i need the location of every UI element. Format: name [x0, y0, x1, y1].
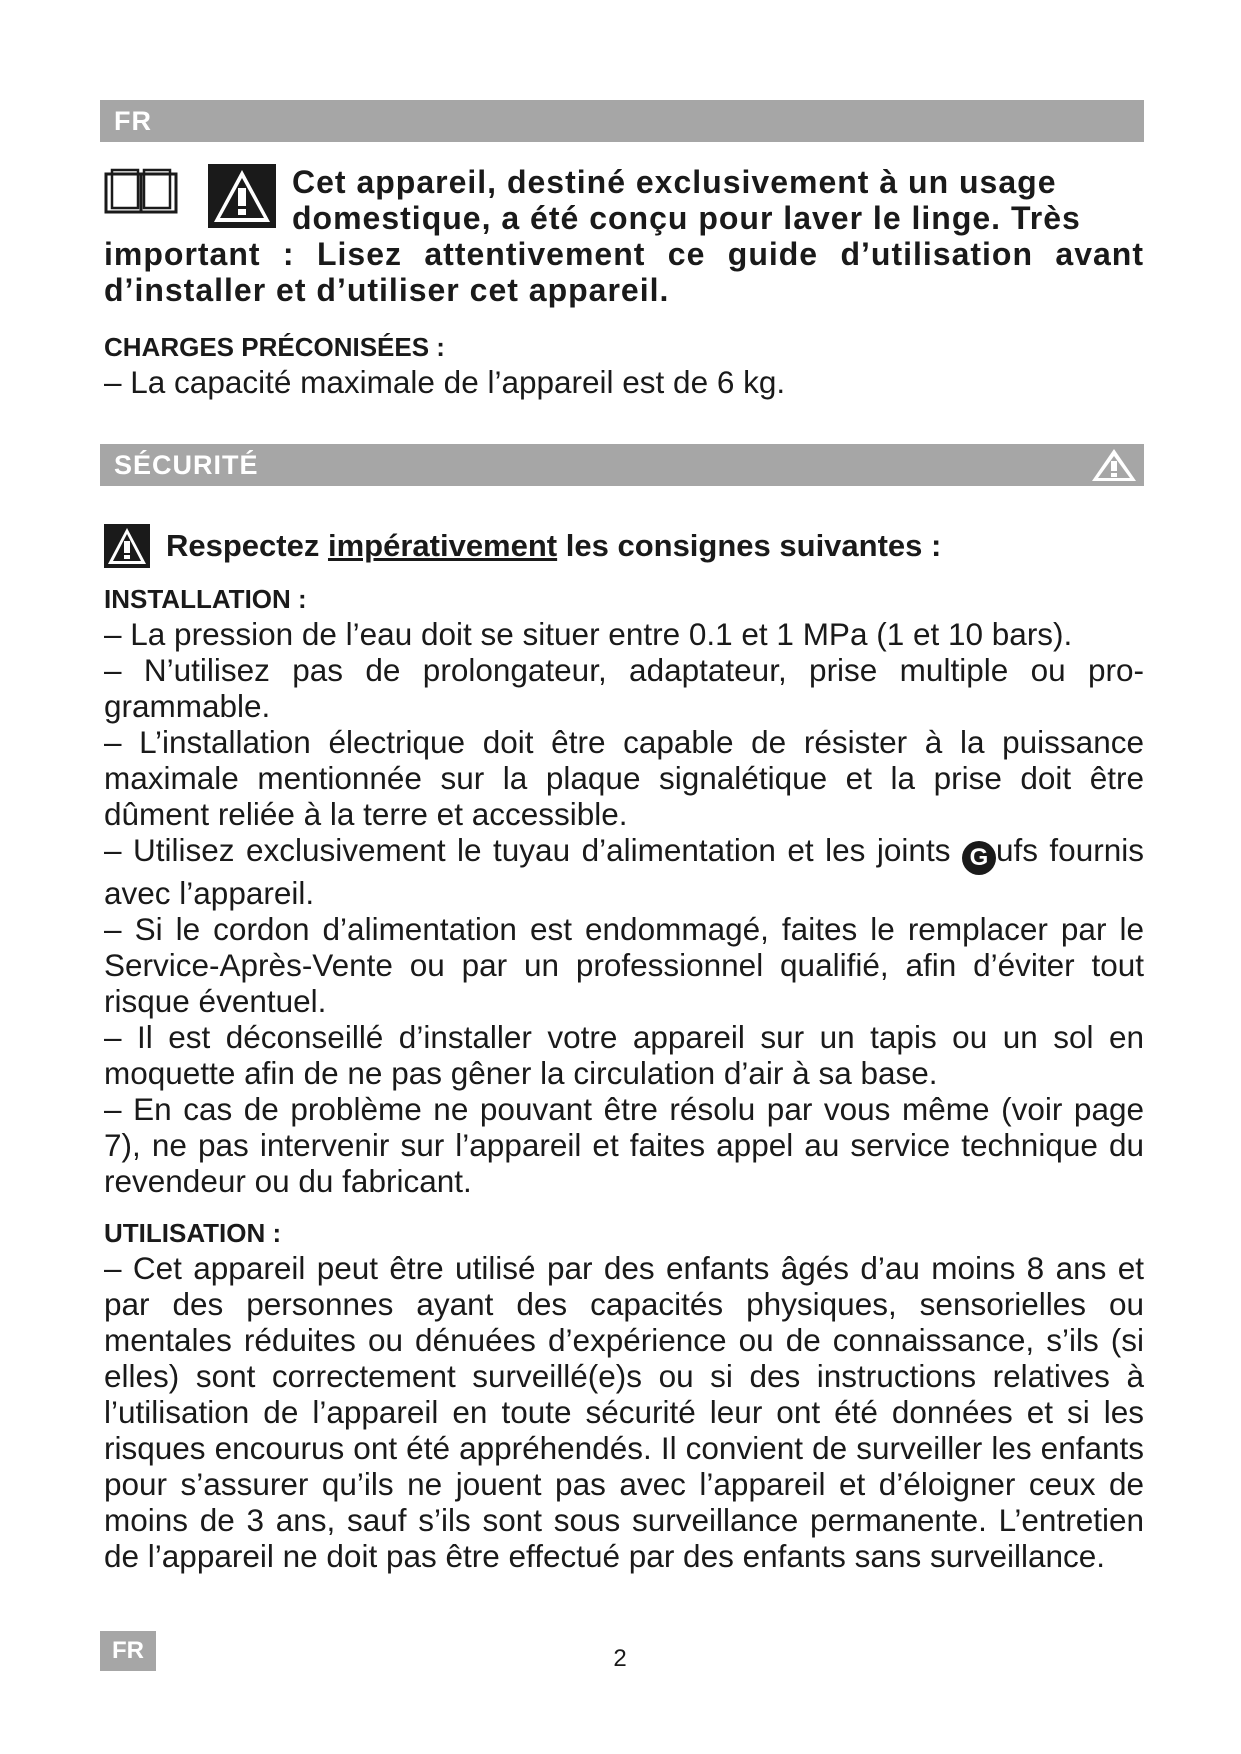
installation-item: – L’installation électrique doit être capable de résister à la puissance maximale mentionnée sur la plaque signalétique et la prise doit être dûment reliée à la terre et accessible.: [104, 724, 1144, 832]
tuyau-text-pre: – Utilisez exclusivement le tuyau d’alimentation et les joints: [104, 832, 951, 868]
installation-item: – N’utilisez pas de prolongateur, adaptateur, prise multiple ou pro-grammable.: [104, 652, 1144, 724]
installation-heading: INSTALLATION :: [104, 584, 307, 614]
intro-line-1: Cet appareil, destiné exclusivement à un usage: [292, 164, 1057, 200]
charges-line: – La capacité maximale de l’appareil est de 6 kg.: [104, 364, 786, 400]
utilisation-heading: UTILISATION :: [104, 1218, 282, 1248]
charges-heading: CHARGES PRÉCONISÉES :: [104, 332, 445, 362]
respect-post: les consignes suivantes :: [565, 528, 942, 563]
installation-list: [104, 616, 1144, 1199]
installation-item: – La pression de l’eau doit se situer entre 0.1 et 1 MPa (1 et 10 bars).: [104, 616, 1073, 652]
securite-title: SÉCURITÉ: [114, 450, 259, 480]
installation-item: – Il est déconseillé d’installer votre appareil sur un tapis ou un sol en moquette afin de ne pas gêner la circulation d’air à sa base.: [104, 1019, 1144, 1091]
language-header-band: [100, 100, 1144, 142]
utilisation-paragraph: – Cet appareil peut être utilisé par des enfants âgés d’au moins 8 ans et par des personnes ayant des capacités physiques, sensorielles ou mentales réduites ou dénuées d’expérience ou de connaissance, s’ils (si elles) sont correctement surveillé(e)s ou si des instructions relatives à l’utilisation de l’appareil en toute sécurité leur ont été données et si les risques encourus ont été appréhendés. Il convient de surveiller les enfants pour s’assurer qu’ils ne jouent pas avec l’appareil et d’éloigner ceux de moins de 3 ans, sauf s’ils sont sous surveillance permanente. L’entretien de l’appareil ne doit pas être effectué par des enfants sans surveillance.: [104, 1250, 1144, 1574]
language-label: FR: [114, 106, 152, 136]
book-icon: [104, 168, 178, 216]
warning-icon: [208, 164, 276, 228]
g-badge-icon: G: [962, 841, 996, 875]
intro-block: [104, 164, 1144, 308]
respect-pre: Respectez: [166, 528, 320, 563]
footer-language-badge: FR: [100, 1631, 156, 1671]
installation-item: – En cas de problème ne pouvant être résolu par vous même (voir page 7), ne pas intervenir sur l’appareil et faites appel au service technique du revendeur ou du fabricant.: [104, 1091, 1144, 1199]
installation-item: – Si le cordon d’alimentation est endommagé, faites le remplacer par le Service-Après-Vente ou par un professionnel qualifié, afin d’éviter tout risque éventuel.: [104, 911, 1144, 1019]
warning-icon: [104, 524, 150, 568]
intro-line-3: important : Lisez attentivement ce guide d’utilisation avant d’installer et d’utiliser cet appareil.: [104, 236, 1144, 308]
charges-text: [104, 364, 1144, 400]
utilisation-text: [104, 1250, 1144, 1574]
respect-emphasis: impérativement: [327, 528, 558, 563]
installation-item-tuyau: [104, 832, 1144, 911]
tuyau-text-post: ufs fournis avec l’appareil.: [104, 832, 1144, 911]
page-number: 2: [613, 1645, 627, 1672]
securite-band: [100, 444, 1144, 486]
intro-line-2: domestique, a été conçu pour laver le linge. Très: [292, 200, 1081, 236]
warning-icon: [1090, 447, 1138, 483]
